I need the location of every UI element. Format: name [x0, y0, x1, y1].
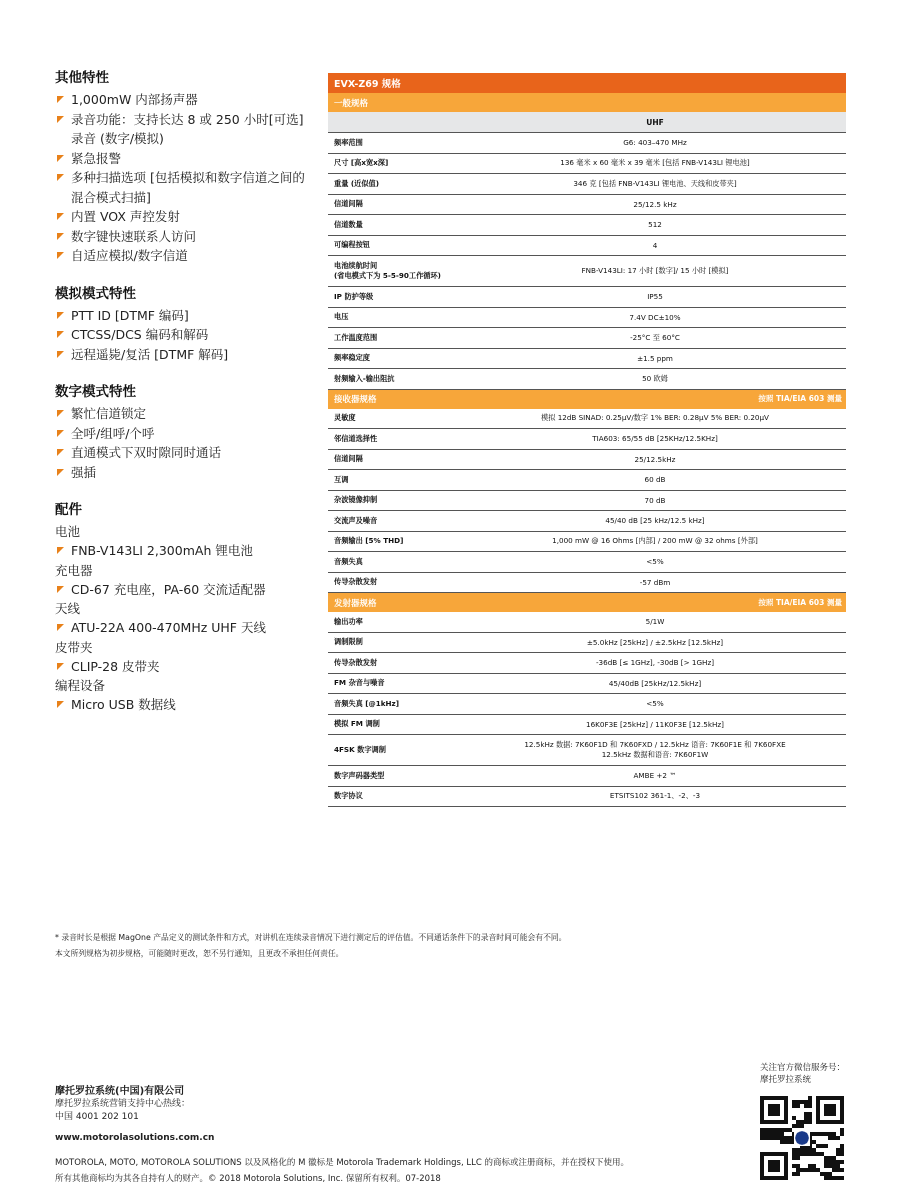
- feature-item: 繁忙信道锁定: [55, 404, 305, 424]
- spec-value: 50 欧姆: [464, 369, 846, 390]
- bullet-icon: [57, 174, 64, 181]
- spec-row: [328, 328, 846, 349]
- spec-value: 60 dB: [464, 470, 846, 491]
- spec-row: [328, 194, 846, 215]
- accessory-category: 充电器: [55, 562, 93, 578]
- spec-key: 电池续航时间 (省电模式下为 5-5-90工作循环): [328, 256, 464, 287]
- spec-value: 70 dB: [464, 490, 846, 511]
- spec-row: [328, 511, 846, 532]
- accessory-category: 天线: [55, 601, 81, 616]
- legal-line: 所有其他商标均为其各自持有人的财产。© 2018 Motorola Solutions, Inc. 保留所有权利。07-2018: [55, 1174, 441, 1184]
- spec-key: IP 防护等级: [328, 287, 464, 308]
- spec-key: 射频输入-输出阻抗: [328, 369, 464, 390]
- qr-caption-line: 关注官方微信服务号：: [760, 1063, 846, 1073]
- spec-value: G6: 403–470 MHz: [464, 133, 846, 154]
- band-spacer: [328, 112, 464, 133]
- spec-key: 信道数量: [328, 215, 464, 236]
- footnote: * 录音时长是根据 MagOne 产品定义的测试条件和方式，对讲机在连续录音情况下进行测定后的评估值。不同通话条件下的录音时间可能会有不同。: [55, 933, 567, 942]
- spec-key: 尺寸 [高x宽x深]: [328, 153, 464, 174]
- spec-key: 模拟 FM 调制: [328, 714, 464, 735]
- spec-row: [328, 673, 846, 694]
- section-header-row: [328, 593, 846, 613]
- feature-column: [55, 66, 305, 731]
- spec-value: ETSITS102 361-1、-2、-3: [464, 786, 846, 807]
- footnotes: [55, 930, 566, 962]
- section-title: 数字模式特性: [55, 384, 136, 400]
- bullet-icon: [57, 252, 64, 259]
- accessory-category: 编程设备: [55, 678, 106, 693]
- bullet-icon: [57, 547, 64, 554]
- spec-row: [328, 133, 846, 154]
- spec-key: 音频失真: [328, 552, 464, 573]
- bullet-icon: [57, 96, 64, 103]
- spec-value: FNB-V143LI: 17 小时 [数字]/ 15 小时 [模拟]: [464, 256, 846, 287]
- section-title: 其他特性: [55, 70, 109, 86]
- spec-row: [328, 287, 846, 308]
- spec-key: 工作温度范围: [328, 328, 464, 349]
- feature-item: 全呼/组呼/个呼: [55, 424, 305, 444]
- bullet-icon: [57, 213, 64, 220]
- section-header-row: [328, 93, 846, 112]
- spec-row: [328, 694, 846, 715]
- analog-features-section: [55, 282, 305, 365]
- spec-title-row: [328, 73, 846, 93]
- spec-row: [328, 449, 846, 470]
- feature-item: 内置 VOX 声控发射: [55, 207, 305, 227]
- spec-value: <5%: [464, 694, 846, 715]
- company-info: [55, 1085, 214, 1145]
- bullet-icon: [57, 624, 64, 631]
- spec-value: 346 克 [包括 FNB-V143LI 锂电池、天线和皮带夹]: [464, 174, 846, 195]
- spec-key: FM 杂音与噪音: [328, 673, 464, 694]
- feature-item: 直通模式下双时隙同时通话: [55, 443, 305, 463]
- receiver-note: 按照 TIA/EIA 603 测量: [758, 394, 842, 403]
- feature-item: 多种扫描选项 [包括模拟和数字信道之间的混合模式扫描]: [55, 168, 305, 207]
- spec-value: 45/40dB [25kHz/12.5kHz]: [464, 673, 846, 694]
- spec-key: 传导杂散发射: [328, 572, 464, 593]
- feature-item: CTCSS/DCS 编码和解码: [55, 325, 305, 345]
- spec-row: [328, 369, 846, 390]
- feature-item: 自适应模拟/数字信道: [55, 246, 305, 266]
- spec-value: ±5.0kHz [25kHz] / ±2.5kHz [12.5kHz]: [464, 632, 846, 653]
- spec-key: 频率稳定度: [328, 348, 464, 369]
- spec-value: 25/12.5 kHz: [464, 194, 846, 215]
- spec-row: [328, 612, 846, 632]
- feature-item: 远程遥毙/复活 [DTMF 解码]: [55, 345, 305, 365]
- bullet-icon: [57, 331, 64, 338]
- spec-value: -57 dBm: [464, 572, 846, 593]
- spec-value: 45/40 dB [25 kHz/12.5 kHz]: [464, 511, 846, 532]
- spec-key: 可编程按钮: [328, 235, 464, 256]
- spec-value: 4: [464, 235, 846, 256]
- spec-table-panel: [328, 73, 846, 807]
- bullet-icon: [57, 701, 64, 708]
- hotline-label: 摩托罗拉系统营销支持中心热线：: [55, 1099, 191, 1109]
- spec-row: [328, 409, 846, 429]
- spec-key: 输出功率: [328, 612, 464, 632]
- bullet-icon: [57, 116, 64, 123]
- bullet-icon: [57, 663, 64, 670]
- spec-key: 频率范围: [328, 133, 464, 154]
- accessory-item: CLIP-28 皮带夹: [55, 657, 305, 677]
- spec-value: IP55: [464, 287, 846, 308]
- spec-value: ±1.5 ppm: [464, 348, 846, 369]
- bullet-icon: [57, 449, 64, 456]
- accessory-item: ATU-22A 400-470MHz UHF 天线: [55, 618, 305, 638]
- accessory-item: Micro USB 数据线: [55, 695, 305, 715]
- accessories-section: [55, 498, 305, 715]
- spec-value: AMBE +2 ™: [464, 766, 846, 787]
- feature-item: 数字键快速联系人访问: [55, 227, 305, 247]
- feature-item: PTT ID [DTMF 编码]: [55, 306, 305, 326]
- bullet-icon: [57, 430, 64, 437]
- section-title: 配件: [55, 502, 82, 518]
- bullet-icon: [57, 469, 64, 476]
- bullet-icon: [57, 155, 64, 162]
- accessory-item: CD-67 充电座，PA-60 交流适配器: [55, 580, 305, 600]
- spec-key: 信道间隔: [328, 194, 464, 215]
- spec-row: [328, 714, 846, 735]
- feature-item: 紧急报警: [55, 149, 305, 169]
- spec-value: 12.5kHz 数据: 7K60F1D 和 7K60FXD / 12.5kHz 语音: 7K60F1E 和 7K60FXE 12.5kHz 数据和语音: 7K60F1W: [464, 735, 846, 766]
- spec-row: [328, 235, 846, 256]
- spec-row: [328, 215, 846, 236]
- bullet-icon: [57, 233, 64, 240]
- bullet-icon: [57, 351, 64, 358]
- section-title: 模拟模式特性: [55, 285, 136, 302]
- spec-key: 音频输出 [5% THD]: [328, 531, 464, 552]
- qr-caption: [760, 1062, 845, 1086]
- spec-row: [328, 572, 846, 593]
- feature-item: 强插: [55, 463, 305, 483]
- spec-row: [328, 348, 846, 369]
- hotline-number: 中国 4001 202 101: [55, 1112, 139, 1122]
- spec-key: 灵敏度: [328, 409, 464, 429]
- spec-value: 7.4V DC±10%: [464, 307, 846, 328]
- accessory-category: 电池: [55, 524, 81, 539]
- transmitter-note: 按照 TIA/EIA 603 测量: [758, 597, 842, 607]
- receiver-title: 接收器规格: [334, 395, 377, 405]
- spec-key: 数字声码器类型: [328, 766, 464, 787]
- spec-value: 25/12.5kHz: [464, 449, 846, 470]
- spec-value: TIA603: 65/55 dB [25KHz/12.5KHz]: [464, 429, 846, 450]
- spec-row: [328, 256, 846, 287]
- website-link[interactable]: www.motorolasolutions.com.cn: [55, 1133, 215, 1143]
- spec-key: 电压: [328, 307, 464, 328]
- band-label: UHF: [464, 112, 846, 133]
- spec-key: 信道间隔: [328, 449, 464, 470]
- legal-notice: [55, 1155, 629, 1187]
- spec-row: [328, 632, 846, 653]
- spec-row: [328, 429, 846, 450]
- feature-item: 1,000mW 内部扬声器: [55, 90, 305, 110]
- spec-row: [328, 490, 846, 511]
- wechat-qr-code-icon: [760, 1096, 844, 1180]
- spec-value: -36dB [≤ 1GHz], -30dB [> 1GHz]: [464, 653, 846, 674]
- qr-caption-line: 摩托罗拉系统: [760, 1075, 812, 1085]
- spec-row: [328, 470, 846, 491]
- spec-key: 传导杂散发射: [328, 653, 464, 674]
- other-features-section: [55, 66, 305, 266]
- spec-title: EVX-Z69 规格: [328, 73, 846, 93]
- spec-row: [328, 531, 846, 552]
- spec-row: [328, 786, 846, 807]
- spec-row: [328, 735, 846, 766]
- spec-key: 交流声及噪音: [328, 511, 464, 532]
- accessory-category: 皮带夹: [55, 639, 93, 655]
- spec-row: [328, 307, 846, 328]
- spec-value: 136 毫米 x 60 毫米 x 39 毫米 [包括 FNB-V143LI 锂电池]: [464, 153, 846, 174]
- spec-row: [328, 766, 846, 787]
- general-title: 一般规格: [328, 93, 846, 112]
- bullet-icon: [57, 312, 64, 319]
- spec-key: 邻信道选择性: [328, 429, 464, 450]
- company-name: 摩托罗拉系统(中国)有限公司: [55, 1086, 185, 1097]
- spec-key: 重量 (近似值): [328, 174, 464, 195]
- spec-value: 512: [464, 215, 846, 236]
- accessory-item: FNB-V143LI 2,300mAh 锂电池: [55, 541, 305, 561]
- spec-table: [328, 73, 846, 807]
- bullet-icon: [57, 586, 64, 593]
- spec-key: 音频失真 [@1kHz]: [328, 694, 464, 715]
- spec-value: 1,000 mW @ 16 Ohms [内部] / 200 mW @ 32 ohms [外部]: [464, 531, 846, 552]
- spec-row: [328, 153, 846, 174]
- spec-key: 数字协议: [328, 786, 464, 807]
- spec-value: <5%: [464, 552, 846, 573]
- spec-value: 5/1W: [464, 612, 846, 632]
- band-row: [328, 112, 846, 133]
- spec-key: 调制限制: [328, 632, 464, 653]
- spec-key: 4FSK 数字调制: [328, 735, 464, 766]
- spec-key: 杂波镜像抑制: [328, 490, 464, 511]
- footnote: 本文所列规格为初步规格，可能随时更改，恕不另行通知，且更改不承担任何责任。: [55, 949, 344, 958]
- spec-key: 互调: [328, 470, 464, 491]
- spec-value: 模拟 12dB SINAD: 0.25μV/数字 1% BER: 0.28μV 5% BER: 0.20μV: [464, 409, 846, 429]
- bullet-icon: [57, 410, 64, 417]
- transmitter-title: 发射器规格: [334, 598, 377, 609]
- spec-value: 16K0F3E [25kHz] / 11K0F3E [12.5kHz]: [464, 714, 846, 735]
- digital-features-section: [55, 380, 305, 482]
- legal-line: MOTOROLA, MOTO, MOTOROLA SOLUTIONS 以及风格化的 M 徽标是 Motorola Trademark Holdings, LLC 的商标或注册商标，并在授权下使用。: [55, 1158, 629, 1168]
- spec-row: [328, 552, 846, 573]
- spec-value: -25°C 至 60°C: [464, 328, 846, 349]
- spec-row: [328, 653, 846, 674]
- spec-row: [328, 174, 846, 195]
- feature-item: 录音功能：支持长达 8 或 250 小时[可选]录音 (数字/模拟): [55, 110, 305, 149]
- section-header-row: [328, 389, 846, 409]
